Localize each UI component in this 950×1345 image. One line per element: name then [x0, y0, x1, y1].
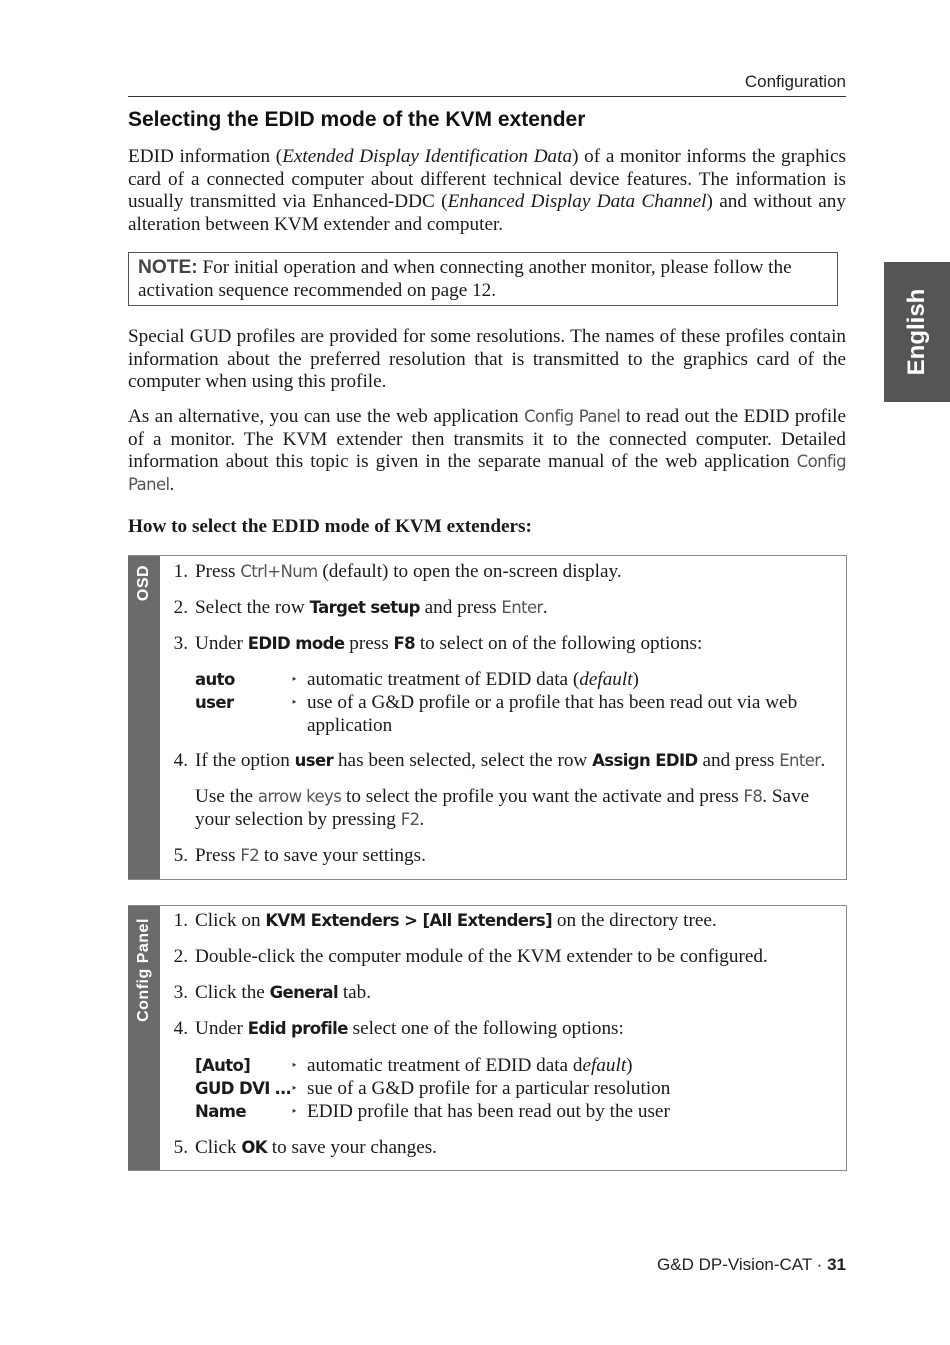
howto-heading: How to select the EDID mode of KVM extenders: [128, 516, 532, 537]
note-text: For initial operation and when connecting another monitor, please follow the activation sequence recommended on page 12. [138, 257, 792, 301]
cp-step-3: 3. Click the General tab. [173, 982, 372, 1003]
alternative-paragraph: As an alternative, you can use the web application Config Panel to read out the EDID profile of a monitor. The KVM extender then transmits it to the connected computer. Detailed information about this topic is given in the separate manual of the web application Config Panel. [128, 406, 847, 495]
cp-step-5: 5. Click OK to save your changes. [173, 1137, 437, 1158]
bullet-arrow-icon: ‣ [291, 1083, 298, 1095]
header-section: Configuration [744, 72, 846, 91]
osd-step-4-detail: Use the arrow keys to select the profile you want the activate and press F8. Save your selection by pressing F2. [195, 786, 810, 830]
page-footer [657, 1255, 846, 1275]
cp-step-2: 2. Double-click the computer module of the KVM extender to be configured. [173, 946, 768, 967]
note-label: NOTE: [138, 257, 198, 278]
osd-step-1: 1. Press Ctrl+Num (default) to open the on-screen display. [173, 561, 622, 582]
note-box [128, 252, 838, 306]
cp-step-4: 4. Under Edid profile select one of the following options: [173, 1018, 624, 1039]
footer-product: G&D DP-Vision-CAT · [657, 1255, 828, 1274]
gud-paragraph: Special GUD profiles are provided for some resolutions. The names of these profiles contain information about the preferred resolution that is transmitted to the graphics card of the computer when using this profile. [128, 326, 846, 393]
osd-step-4: 4. If the option user has been selected, select the row Assign EDID and press Enter. [173, 750, 826, 771]
osd-step-3: 3. Under EDID mode press F8 to select on of the following options: [173, 633, 703, 654]
bullet-arrow-icon: ‣ [291, 1106, 298, 1118]
cp-step-1: 1. Click on KVM Extenders > [All Extenders] on the directory tree. [173, 910, 717, 931]
language-tab-label: English [903, 288, 930, 376]
intro-paragraph: EDID information (Extended Display Identification Data) of a monitor informs the graphics card of a connected computer about different technical device features. The information is usually transmitted via Enhanced-DDC (Enhanced Display Data Channel) and without any alteration between KVM extender and computer. [128, 146, 846, 235]
osd-instructions-box: OSD 1. Press Ctrl+Num (default) to open the on-screen display. 2. Select the row Target setup and press Enter. 3. Under EDID mode press F8 to select on of the following options: auto ‣ automatic treatment of EDID data (default) user ‣ use of a G&D profile or a profile that has been read out via web application 4. If the option user has been selected, select the row Assign EDID and press Enter. Use the arrow keys to select the profile you want the activate and press F8. Save your selection by pressing F2. 5. Press F2 to save your settings. [128, 555, 847, 880]
bullet-arrow-icon: ‣ [291, 674, 298, 686]
language-tab [884, 262, 950, 402]
section-title: Selecting the EDID mode of the KVM extender [128, 108, 586, 131]
bullet-arrow-icon: ‣ [291, 1060, 298, 1072]
osd-side-label: OSD [135, 564, 152, 602]
osd-step-5: 5. Press F2 to save your settings. [173, 845, 426, 866]
page-number: 31 [827, 1255, 846, 1274]
bullet-arrow-icon: ‣ [291, 697, 298, 709]
osd-step-2: 2. Select the row Target setup and press Enter. [173, 597, 548, 618]
config-panel-side-label: Config Panel [135, 918, 152, 1022]
page-header [128, 70, 846, 97]
config-panel-side-bar [128, 906, 160, 1170]
osd-side-bar [128, 556, 160, 879]
config-panel-instructions-box: Config Panel 1. Click on KVM Extenders > [All Extenders] on the directory tree. 2. Double-click the computer module of the KVM extender to be configured. 3. Click the General tab. 4. Under Edid profile select one of the following options: [Auto] ‣ automatic treatment of EDID data default) GUD DVI … ‣ sue of a G&D profile for a particular resolution Name ‣ EDID profile that has been read out by the user 5. Click OK to save your changes. [128, 905, 847, 1171]
